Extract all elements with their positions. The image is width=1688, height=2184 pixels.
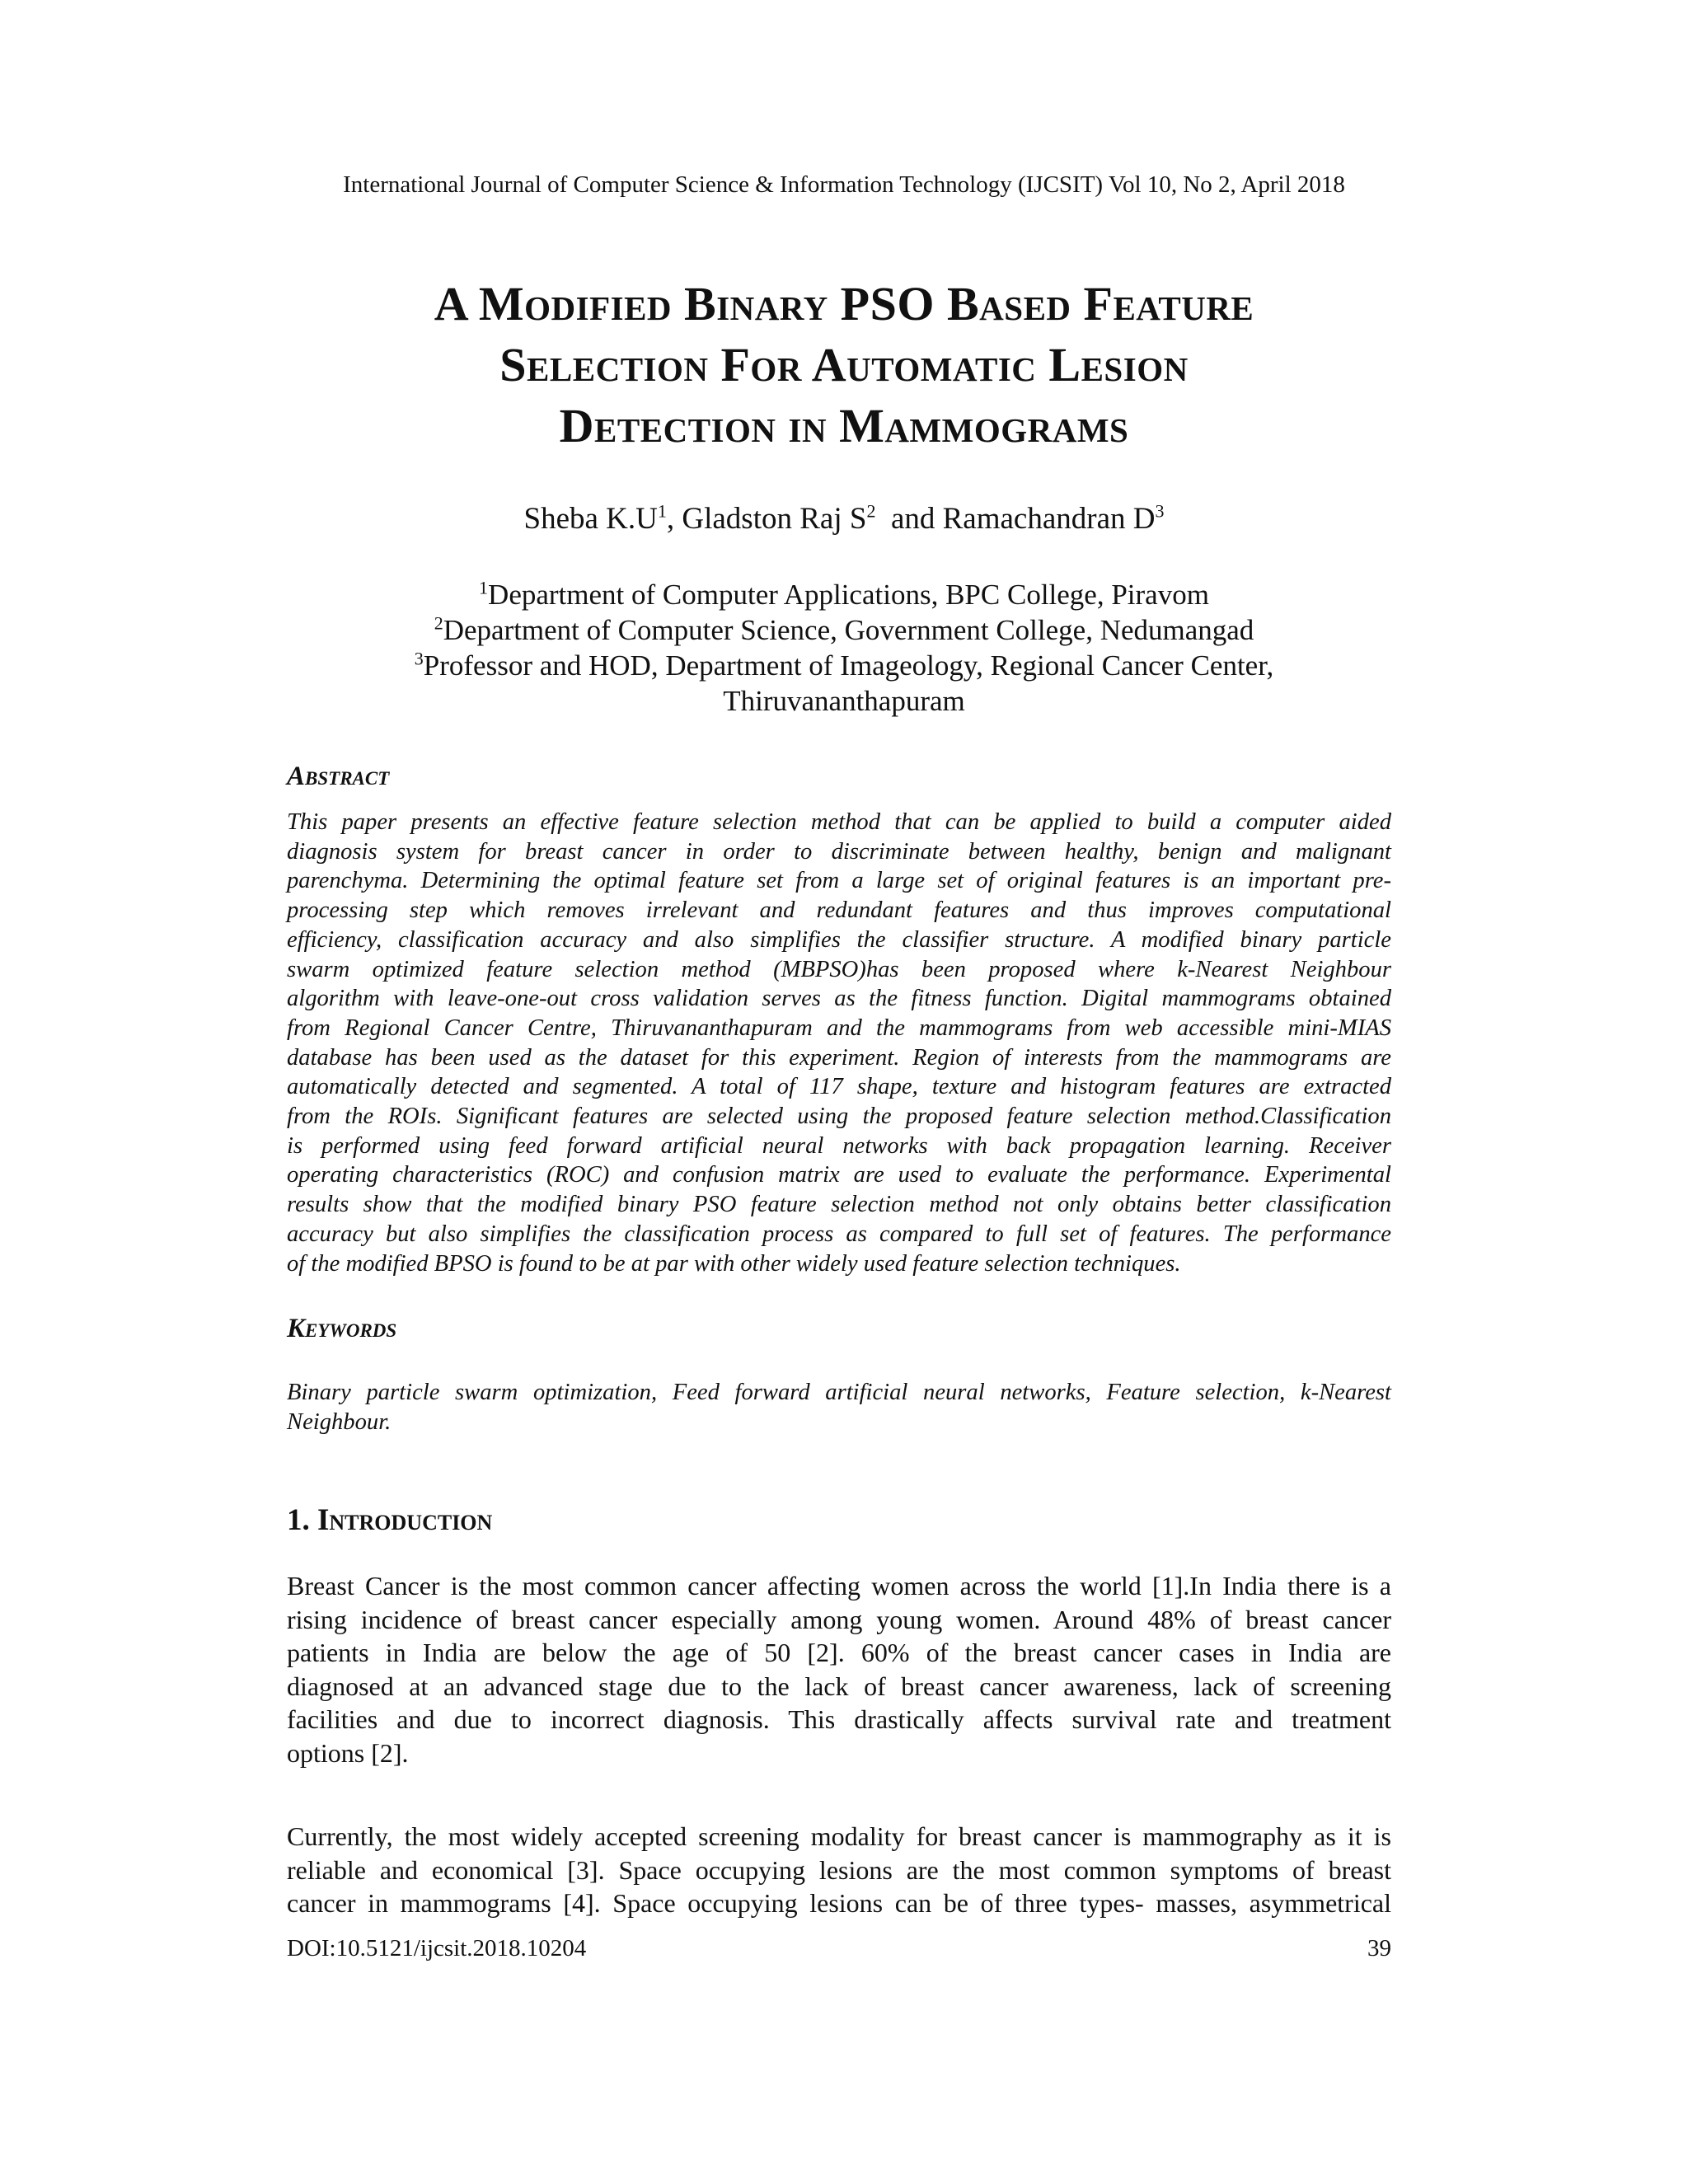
section-title: Introduction — [317, 1503, 493, 1537]
abstract-line: accuracy but also simplifies the classification process as compared to full set of features. The performance — [287, 1221, 1391, 1247]
author-affiliation-mark: 2 — [866, 500, 876, 522]
paragraph-line: facilities and due to incorrect diagnosis. This drastically affects survival rate and treatment — [287, 1704, 1391, 1734]
abstract-line: efficiency, classification accuracy and also simplifies the classifier structure. A modified binary particle — [287, 926, 1391, 953]
abstract-line: results show that the modified binary PSO feature selection method not only obtains better classification — [287, 1192, 1391, 1218]
keywords-heading: Keywords — [287, 1314, 397, 1343]
abstract-line: This paper presents an effective feature selection method that can be applied to build a computer aided — [287, 809, 1391, 835]
title-line: A Modified Binary PSO Based Feature — [434, 277, 1254, 330]
abstract-line: swarm optimized feature selection method (MBPSO)has been proposed where k-Nearest Neighbour — [287, 956, 1391, 982]
abstract-line: database has been used as the dataset for this experiment. Region of interests from the mammograms are — [287, 1044, 1391, 1071]
doi-link[interactable]: DOI:10.5121/ijcsit.2018.10204 — [287, 1935, 587, 1961]
paragraph-line: Breast Cancer is the most common cancer affecting women across the world [1].In India there is a — [287, 1571, 1391, 1601]
title-line: Selection For Automatic Lesion — [499, 338, 1189, 391]
author-name: Ramachandran D — [942, 502, 1156, 536]
abstract-body — [287, 808, 1391, 1278]
author-affiliation-mark: 1 — [657, 500, 667, 522]
abstract-line: parenchyma. Determining the optimal feature set from a large set of original features is an important pre- — [287, 868, 1391, 894]
keywords-line: Neighbour. — [287, 1409, 392, 1435]
paragraph-line: Currently, the most widely accepted screening modality for breast cancer is mammography as it is — [287, 1821, 1391, 1851]
title-line: Detection in Mammograms — [559, 399, 1129, 452]
affiliation-mark: 1 — [479, 577, 489, 598]
paragraph-line: cancer in mammograms [4]. Space occupying lesions can be of three types- masses, asymmetrical — [287, 1888, 1391, 1918]
paragraph-line: diagnosed at an advanced stage due to the lack of breast cancer awareness, lack of screening — [287, 1671, 1391, 1701]
author-affiliation-mark: 3 — [1155, 500, 1165, 522]
page-number: 39 — [1367, 1935, 1391, 1961]
affiliation-text: Thiruvananthapuram — [723, 685, 965, 717]
abstract-line: from Regional Cancer Centre, Thiruvananthapuram and the mammograms from web accessible mini-MIAS — [287, 1015, 1391, 1041]
author-name: Sheba K.U — [523, 502, 658, 536]
affiliation-mark: 3 — [414, 648, 424, 669]
abstract-line: of the modified BPSO is found to be at par with other widely used feature selection techniques. — [287, 1250, 1181, 1277]
keywords-body — [287, 1378, 1391, 1437]
introduction-paragraph — [287, 1569, 1391, 1769]
paragraph-line: patients in India are below the age of 50 [2]. 60% of the breast cancer cases in India are — [287, 1638, 1391, 1667]
abstract-line: processing step which removes irrelevant and redundant features and thus improves computational — [287, 898, 1391, 924]
abstract-line: algorithm with leave-one-out cross validation serves as the fitness function. Digital mammograms obtained — [287, 986, 1391, 1012]
keywords-line: Binary particle swarm optimization, Feed forward artificial neural networks, Feature selection, k-Nearest — [287, 1380, 1391, 1405]
affiliation-list — [0, 577, 1688, 719]
affiliation-line — [0, 683, 1688, 719]
abstract-line: operating characteristics (ROC) and confusion matrix are used to evaluate the performance. Experimental — [287, 1162, 1391, 1188]
section-number: 1. — [287, 1503, 317, 1537]
journal-header: International Journal of Computer Science & Information Technology (IJCSIT) Vol 10, No 2, April 2018 — [343, 171, 1345, 198]
paragraph-line: options [2]. — [287, 1737, 409, 1768]
paragraph-line: rising incidence of breast cancer especially among young women. Around 48% of breast cancer — [287, 1604, 1391, 1634]
abstract-heading: Abstract — [287, 762, 390, 791]
abstract-line: diagnosis system for breast cancer in order to discriminate between healthy, benign and malignant — [287, 838, 1391, 865]
affiliation-line — [0, 612, 1688, 648]
affiliation-text: Professor and HOD, Department of Imageology, Regional Cancer Center, — [423, 649, 1274, 682]
paragraph-line: reliable and economical [3]. Space occupying lesions are the most common symptoms of breast — [287, 1854, 1391, 1885]
affiliation-text: Department of Computer Science, Government College, Nedumangad — [443, 614, 1254, 646]
introduction-paragraph — [287, 1820, 1391, 1920]
paper-title — [165, 274, 1523, 457]
author-name: Gladston Raj S — [682, 502, 867, 536]
affiliation-mark: 2 — [434, 612, 443, 634]
abstract-line: is performed using feed forward artificial neural networks with back propagation learning. Receiver — [287, 1132, 1391, 1159]
author-list — [0, 499, 1688, 539]
abstract-line: automatically detected and segmented. A total of 117 shape, texture and histogram features are extracted — [287, 1074, 1391, 1100]
author-separator: and — [875, 502, 943, 536]
affiliation-line — [0, 648, 1688, 683]
abstract-line: from the ROIs. Significant features are selected using the proposed feature selection method.Classification — [287, 1104, 1391, 1130]
introduction-heading — [287, 1502, 492, 1540]
author-separator: , — [666, 502, 682, 536]
affiliation-line — [0, 577, 1688, 612]
affiliation-text: Department of Computer Applications, BPC College, Piravom — [488, 579, 1209, 611]
